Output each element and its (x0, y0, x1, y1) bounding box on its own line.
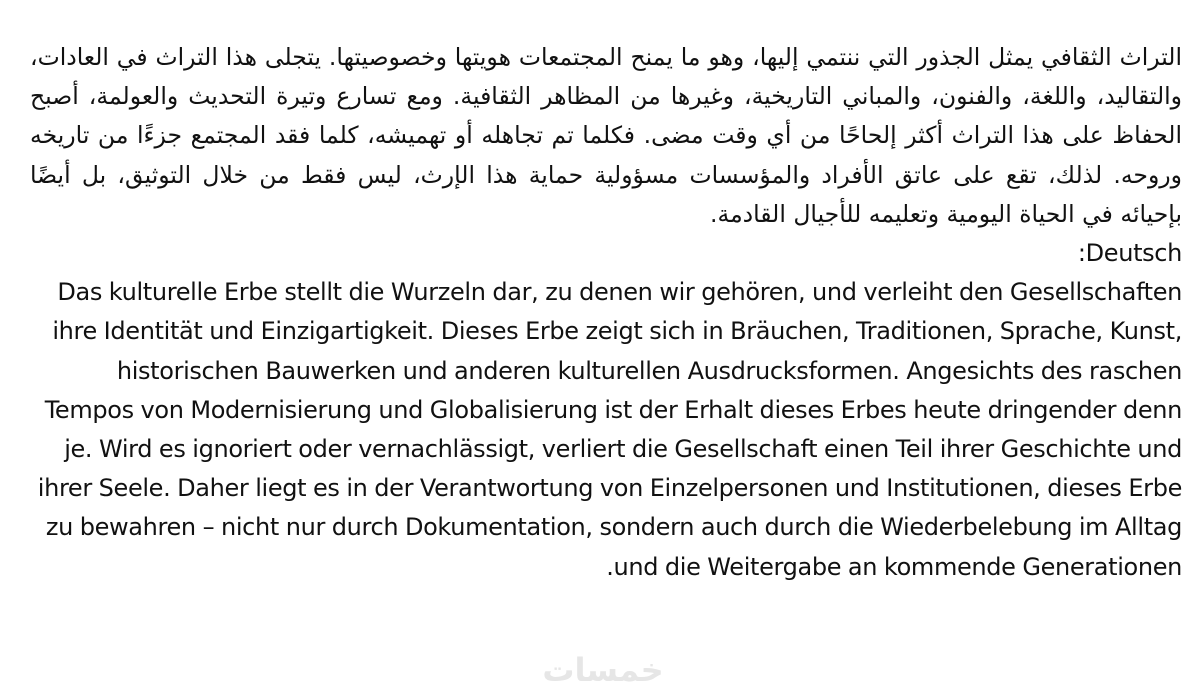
watermark-logo: خمسات (542, 651, 664, 689)
german-section-label: Deutsch: (1077, 239, 1182, 268)
arabic-paragraph: التراث الثقافي يمثل الجذور التي ننتمي إليها، وهو ما يمنح المجتمعات هويتها وخصوصيتها. يتجلى هذا التراث في العادات، والتقاليد، واللغة، والفنون، والمباني التاريخية، وغيرها من المظاهر الثقافية. ومع تسارع وتيرة التحديث والعولمة، أصبح الحفاظ على هذا التراث أكثر إلحاحًا من أي وقت مضى. فكلما تم تجاهله أو تهميشه، كلما فقد المجتمع جزءًا من تاريخه وروحه. لذلك، تقع على عاتق الأفراد والمؤسسات مسؤولية حماية هذا الإرث، ليس فقط من خلال التوثيق، بل أيضًا بإحيائه في الحياة اليومية وتعليمه للأجيال القادمة. (30, 43, 1182, 228)
german-paragraph: Das kulturelle Erbe stellt die Wurzeln dar, zu denen wir gehören, und verleiht den Gesellschaften ihre Identität und Einzigartigkeit. Dieses Erbe zeigt sich in Bräuchen, Traditionen, Sprache, Kunst, historischen Bauwerken und anderen kulturellen Ausdrucksformen. Angesichts des raschen Tempos von Modernisierung und Globalisierung ist der Erhalt dieses Erbes heute dringender denn je. Wird es ignoriert oder vernachlässigt, verliert die Gesellschaft einen Teil ihrer Geschichte und ihrer Seele. Daher liegt es in der Verantwortung von Einzelpersonen und Institutionen, dieses Erbe zu bewahren – nicht nur durch Dokumentation, sondern auch durch die Wiederbelebung im Alltag und die Weitergabe an kommende Generationen. (37, 278, 1182, 581)
